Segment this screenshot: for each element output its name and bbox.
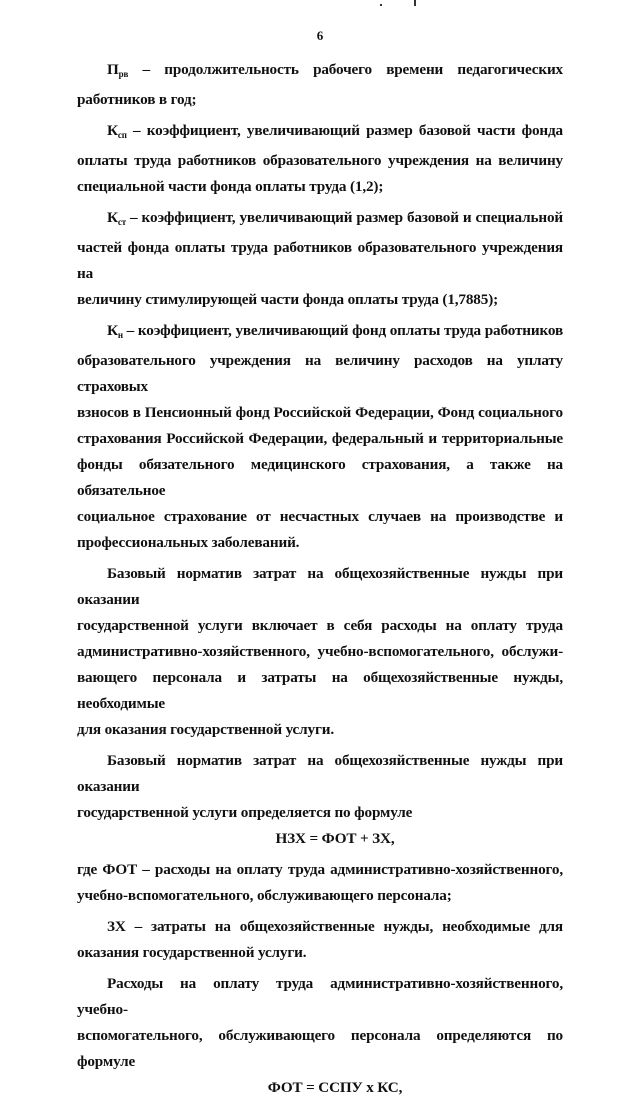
definition-fot: где ФОТ – расходы на оплату труда административно-хозяйственного, учебно-вспомогательного, обслуживающего персонала;	[77, 861, 563, 904]
paragraph-base-normative-composition: Базовый норматив затрат на общехозяйственные нужды при оказании государственной услуги включает в себя расходы на оплату труда административно-хозяйственного, учебно-вспомогательного, обслужи- вающего персонала и затраты на общехозяйственные нужды, необходимые для оказания государственной услуги.	[77, 565, 563, 738]
symbol-ksp: $К_{сп}$	[107, 122, 127, 140]
definition-kn: $К_н$ – коэффициент, увеличивающий фонд оплаты труда работников образовательного учреждения на величину расходов на уплату страховых взносов в Пенсионный фонд Российской Федерации, Фонд социального страхования Российской Федерации, федеральный и территориальные фонды обязательного медицинского страхования, а также на обязательное социальное страхование от несчастных случаев на производстве и профессиональных заболеваний.	[77, 322, 563, 551]
page-number: 6	[316, 28, 324, 43]
symbol-prv: $П_{рв}$	[107, 61, 129, 79]
definition-zh: ЗХ – затраты на общехозяйственные нужды, необходимые для оказания государственной услуги.	[77, 918, 563, 961]
formula-nzh: НЗХ = ФОТ + ЗХ,	[275, 830, 395, 847]
symbol-kst: $К_{ст}$	[107, 209, 126, 227]
scan-mark-dot	[380, 4, 382, 6]
paragraph-base-normative-formula-intro: Базовый норматив затрат на общехозяйственные нужды при оказании государственной услуги определяется по формуле	[77, 752, 563, 821]
definition-prv: $П_{рв}$ – продолжительность рабочего времени педагогических работников в год;	[77, 61, 563, 108]
scan-mark	[414, 0, 416, 6]
paragraph-fot-formula-intro: Расходы на оплату труда административно-хозяйственного, учебно- вспомогательного, обслуживающего персонала определяются по формуле	[77, 975, 563, 1070]
formula-fot: ФОТ = ССПУ х КС,	[267, 1079, 403, 1096]
definition-kst: $К_{ст}$ – коэффициент, увеличивающий размер базовой и специальной частей фонда оплаты труда работников образовательного учреждения на величину стимулирующей части фонда оплаты труда (1,7885);	[77, 209, 563, 308]
definition-ksp: $К_{сп}$ – коэффициент, увеличивающий размер базовой части фонда оплаты труда работников образовательного учреждения на величину специальной части фонда оплаты труда (1,2);	[77, 122, 563, 195]
symbol-kn: $К_н$	[107, 322, 123, 340]
document-body	[77, 57, 563, 1106]
